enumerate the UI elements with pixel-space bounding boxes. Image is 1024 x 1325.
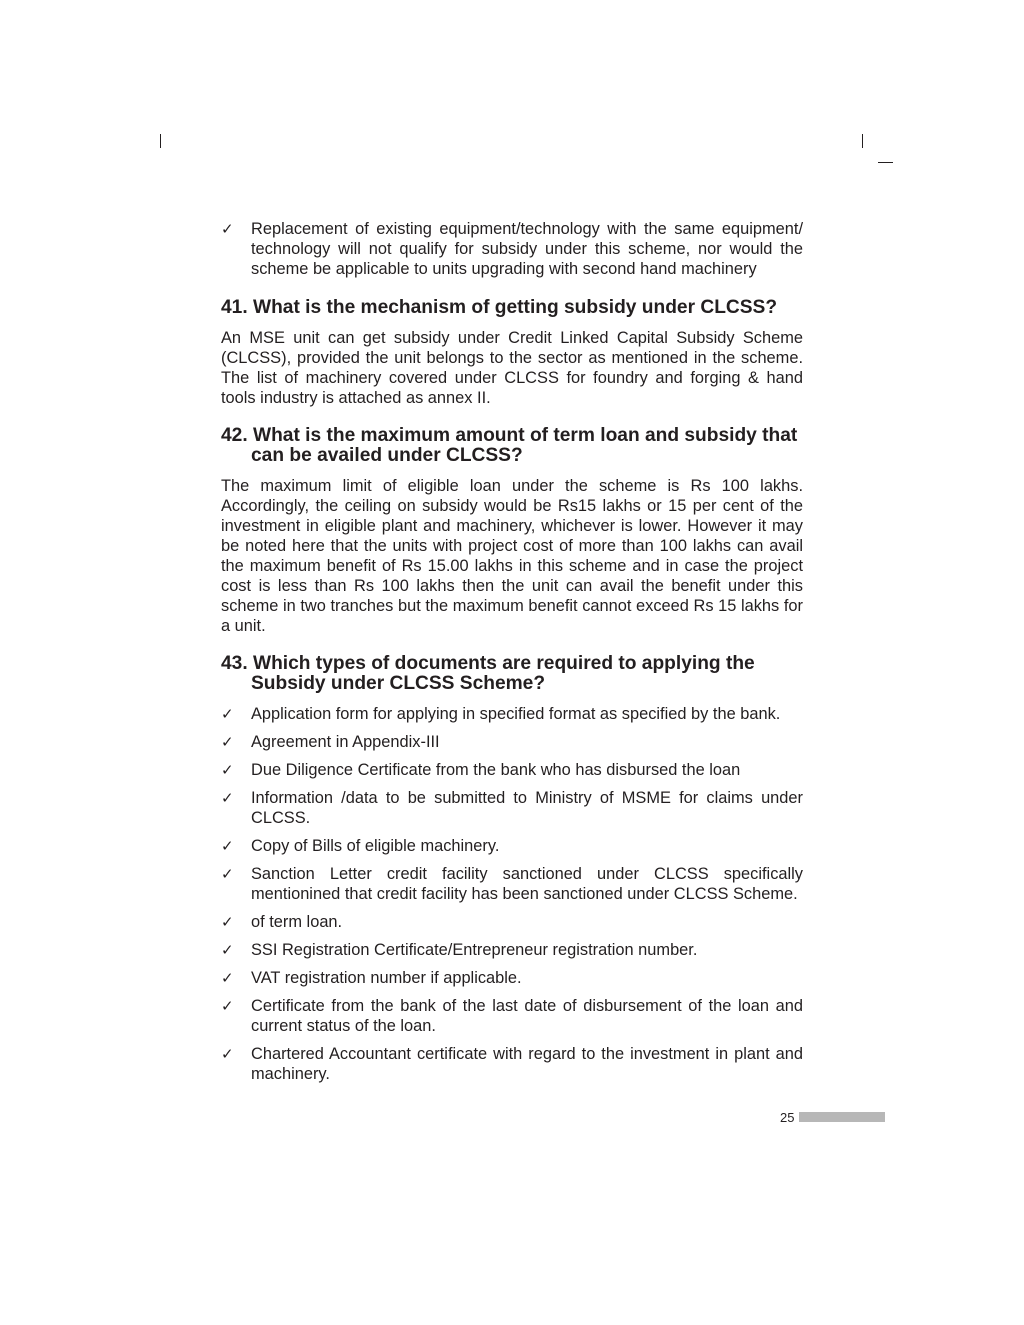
- question-42-answer: The maximum limit of eligible loan under the scheme is Rs 100 lakhs. Accordingly, the ceiling on subsidy would be Rs15 lakhs or 15 per cent of the investment in eligible plant and machinery, whichever is lower. However it may be noted here that the units with project cost of more than 100 lakhs can avail the maximum benefit of Rs 15.00 lakhs in this scheme and in case the project cost is less than Rs 100 lakhs then the unit can avail the benefit under this scheme in two tranches but the maximum benefit cannot exceed Rs 15 lakhs for a unit.: [221, 477, 803, 635]
- list-item: [221, 788, 803, 828]
- list-item-text: Chartered Accountant certificate with regard to the investment in plant and machinery.: [251, 1045, 803, 1083]
- list-item-text: Information /data to be submitted to Ministry of MSME for claims under CLCSS.: [251, 789, 803, 827]
- check-icon: ✓: [221, 789, 234, 807]
- list-item: [221, 968, 803, 988]
- list-item-text: Due Diligence Certificate from the bank who has disbursed the loan: [251, 761, 741, 779]
- list-item-text: Copy of Bills of eligible machinery.: [251, 837, 500, 855]
- list-item: [221, 912, 803, 932]
- check-icon: ✓: [221, 761, 234, 779]
- list-item-text: VAT registration number if applicable.: [251, 969, 522, 987]
- list-item: [221, 760, 803, 780]
- footer-bar: [799, 1112, 885, 1122]
- check-icon: ✓: [221, 997, 234, 1015]
- documents-checklist: [221, 704, 803, 1084]
- list-item: [221, 940, 803, 960]
- check-icon: ✓: [221, 733, 234, 751]
- list-item-text: Certificate from the bank of the last date of disbursement of the loan and current status of the loan.: [251, 997, 803, 1035]
- check-icon: ✓: [221, 1045, 234, 1063]
- list-item-text: Application form for applying in specified format as specified by the bank.: [251, 705, 781, 723]
- check-icon: ✓: [221, 220, 234, 238]
- check-icon: ✓: [221, 865, 234, 883]
- crop-mark-dash: [878, 162, 893, 163]
- list-item-text: Agreement in Appendix-III: [251, 733, 440, 751]
- list-item: [221, 996, 803, 1036]
- crop-mark-left: [160, 134, 161, 148]
- list-item: [221, 864, 803, 904]
- question-42-heading: 42. What is the maximum amount of term loan and subsidy that can be availed under CLCSS?: [221, 425, 798, 466]
- check-icon: ✓: [221, 969, 234, 987]
- check-icon: ✓: [221, 941, 234, 959]
- list-item: [221, 732, 803, 752]
- page-footer: [780, 1108, 885, 1126]
- list-item: [221, 836, 803, 856]
- list-item-text: of term loan.: [251, 913, 343, 931]
- check-icon: ✓: [221, 705, 234, 723]
- page-number: 25: [780, 1109, 795, 1125]
- check-icon: ✓: [221, 913, 234, 931]
- question-43-heading: 43. Which types of documents are required to applying the Subsidy under CLCSS Scheme?: [221, 653, 755, 694]
- list-item: [221, 704, 803, 724]
- question-41-answer: An MSE unit can get subsidy under Credit Linked Capital Subsidy Scheme (CLCSS), provided the unit belongs to the sector as mentioned in the scheme. The list of machinery covered under CLCSS for foundry and forging & hand tools industry is attached as annex II.: [221, 329, 803, 407]
- list-item-text: Sanction Letter credit facility sanctioned under CLCSS specifically mentionined that credit facility has been sanctioned under CLCSS Scheme.: [251, 865, 803, 903]
- list-item-text: SSI Registration Certificate/Entrepreneur registration number.: [251, 941, 698, 959]
- list-item: [221, 219, 803, 279]
- list-item-text: Replacement of existing equipment/technology with the same equipment/ technology will not qualify for subsidy under this scheme, nor would the scheme be applicable to units upgrading with second hand machinery: [251, 220, 803, 278]
- page-content: [221, 219, 803, 1092]
- check-icon: ✓: [221, 837, 234, 855]
- list-item: [221, 1044, 803, 1084]
- intro-checklist: [221, 219, 803, 279]
- crop-mark-right: [862, 134, 863, 148]
- question-41-heading: 41. What is the mechanism of getting subsidy under CLCSS?: [221, 297, 778, 318]
